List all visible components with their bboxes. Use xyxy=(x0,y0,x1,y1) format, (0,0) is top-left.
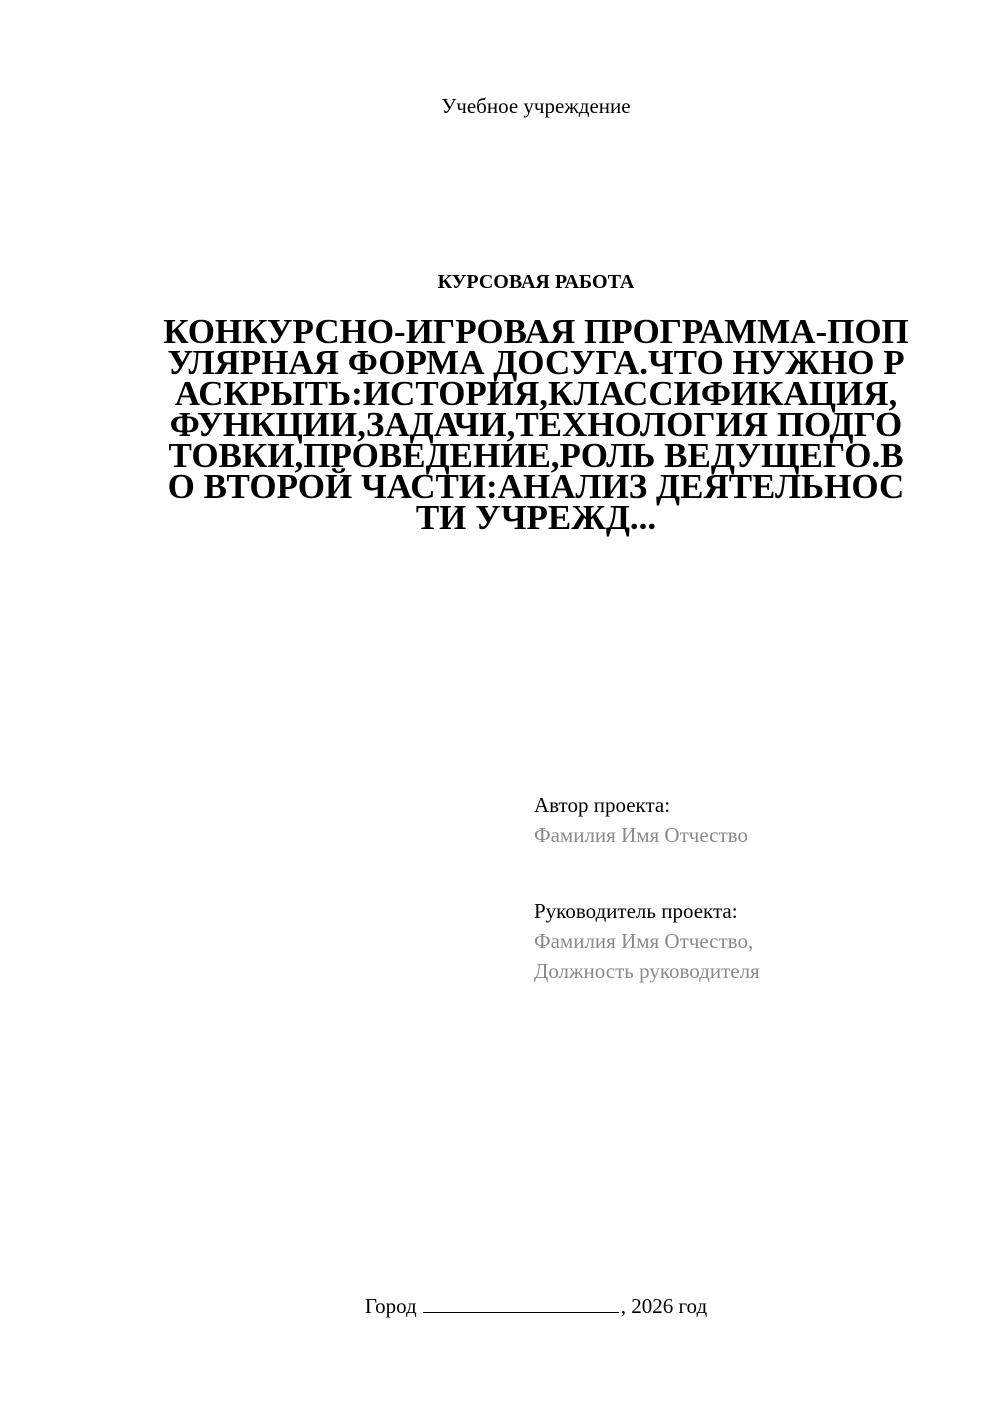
author-name: Фамилия Имя Отчество xyxy=(534,823,748,847)
work-title: КОНКУРСНО-ИГРОВАЯ ПРОГРАММА-ПОПУЛЯРНАЯ ФОРМА ДОСУГА.ЧТО НУЖНО РАСКРЫТЬ:ИСТОРИЯ,КЛАССИФИКАЦИЯ,ФУНКЦИИ,ЗАДАЧИ,ТЕХНОЛОГИЯ ПОДГОТОВКИ,ПРОВЕДЕНИЕ,РОЛЬ ВЕДУЩЕГО.ВО ВТОРОЙ ЧАСТИ:АНАЛИЗ ДЕЯТЕЛЬНОСТИ УЧРЕЖД... xyxy=(163,312,909,537)
supervisor-label: Руководитель проекта: xyxy=(534,899,738,923)
institution-name: Учебное учреждение xyxy=(441,94,631,118)
city-label: Город xyxy=(364,1294,417,1318)
footer-city-year xyxy=(0,1292,1000,1320)
year-text: , 2026 год xyxy=(620,1294,708,1318)
supervisor-name: Фамилия Имя Отчество, xyxy=(534,929,754,953)
city-blank-line xyxy=(423,1294,619,1313)
author-block xyxy=(534,790,748,850)
work-type-heading: КУРСОВАЯ РАБОТА xyxy=(437,271,635,293)
supervisor-position: Должность руководителя xyxy=(534,959,760,983)
author-label: Автор проекта: xyxy=(534,793,671,817)
supervisor-block xyxy=(534,896,760,986)
